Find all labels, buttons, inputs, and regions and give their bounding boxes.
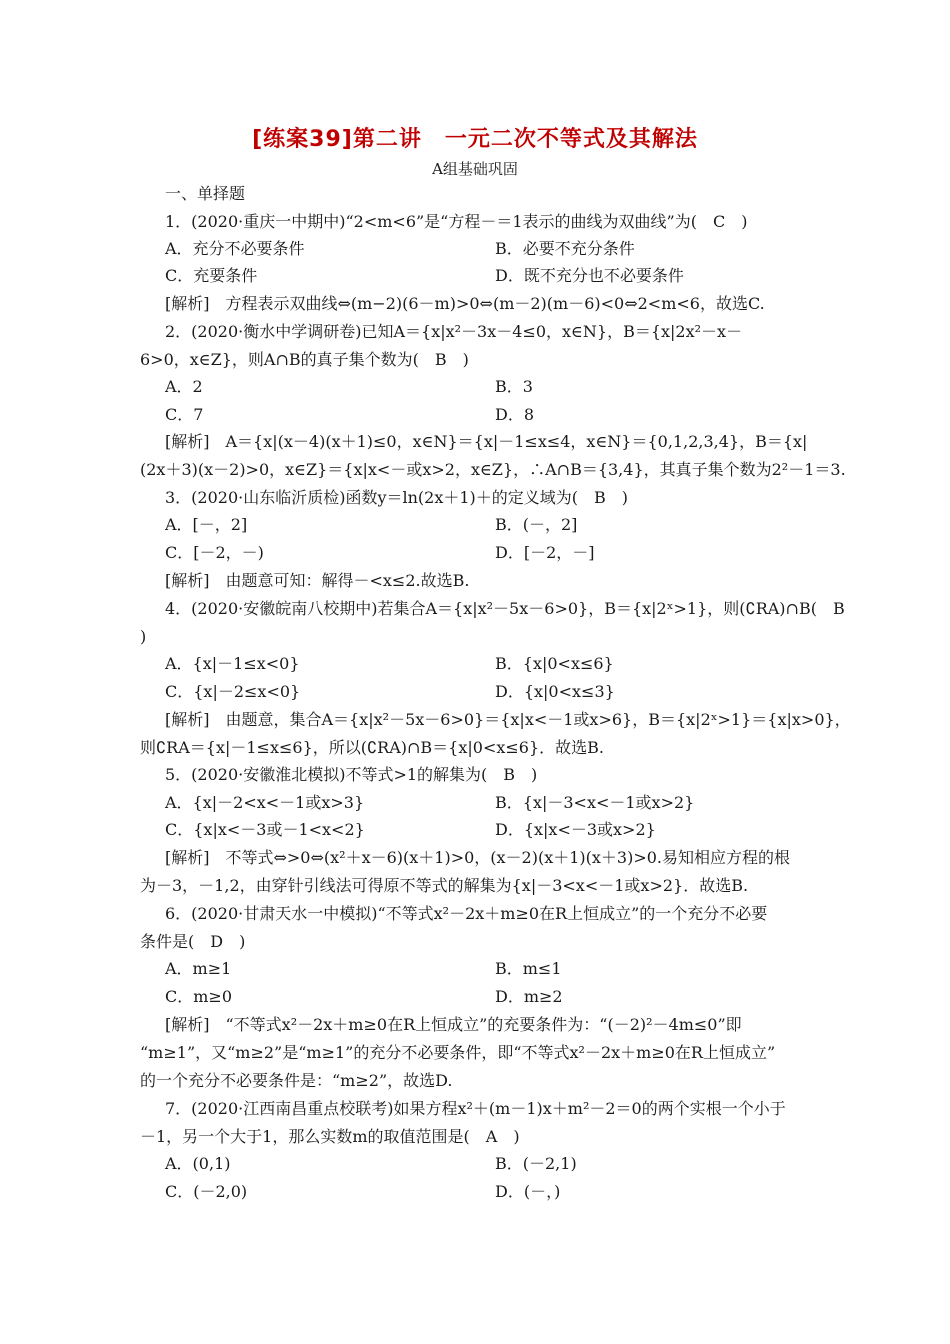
question-4-solution-cont: 则∁RA＝{x|－1≤x≤6}，所以(∁RA)∩B＝{x|0<x≤6}．故选B. (140, 738, 604, 757)
question-6-solution-cont-2: 的一个充分不必要条件是：“m≥2”，故选D. (140, 1071, 453, 1090)
question-3-solution: [解析] 由题意可知：解得－<x≤2.故选B. (165, 571, 470, 590)
page-title: [练案39]第二讲 一元二次不等式及其解法 (252, 127, 698, 152)
question-7-option-c: C．(－2,0) (165, 1182, 248, 1201)
question-6-option-b: B．m≤1 (495, 959, 562, 978)
section-heading: 一、单择题 (165, 184, 246, 203)
question-6-solution-cont: “m≥1”，又“m≥2”是“m≥1”的充分不必要条件，即“不等式x²－2x＋m≥0在R上恒成立” (140, 1043, 776, 1062)
question-1-option-a: A．充分不必要条件 (165, 239, 305, 258)
question-5-solution: [解析] 不等式⇔>0⇔(x²＋x－6)(x＋1)>0，(x－2)(x＋1)(x＋3)>0.易知相应方程的根 (165, 848, 791, 867)
page-subtitle: A组基础巩固 (432, 160, 518, 178)
question-5-option-b: B．{x|－3<x<－1或x>2} (495, 793, 695, 812)
question-2-stem-cont: 6>0，x∈Z}，则A∩B的真子集个数为( B ) (140, 350, 469, 369)
question-5-option-a: A．{x|－2<x<－1或x>3} (165, 793, 365, 812)
question-4-option-a: A．{x|－1≤x<0} (165, 654, 300, 673)
question-6-option-c: C．m≥0 (165, 987, 233, 1006)
question-7-stem: 7．(2020·江西南昌重点校联考)如果方程x²＋(m－1)x＋m²－2＝0的两个实根一个小于 (165, 1099, 786, 1118)
question-1-solution: [解析] 方程表示双曲线⇔(m−2)(6－m)>0⇔(m－2)(m－6)<0⇔2<m<6，故选C. (165, 294, 765, 313)
question-2-solution: [解析] A＝{x|(x－4)(x＋1)≤0，x∈N}＝{x|－1≤x≤4，x∈N}＝{0,1,2,3,4}，B＝{x| (165, 432, 808, 451)
question-4-solution: [解析] 由题意，集合A＝{x|x²－5x－6>0}＝{x|x<－1或x>6}，B＝{x|2ˣ>1}＝{x|x>0}， (165, 710, 851, 729)
question-2-option-c: C．7 (165, 405, 204, 424)
question-3-option-b: B．(－，2] (495, 515, 578, 534)
question-5-option-c: C．{x|x<－3或－1<x<2} (165, 820, 365, 839)
question-6-option-a: A．m≥1 (165, 959, 232, 978)
question-5-option-d: D．{x|x<－3或x>2} (495, 820, 656, 839)
question-3-stem: 3．(2020·山东临沂质检)函数y＝ln(2x＋1)＋的定义域为( B ) (165, 488, 629, 507)
question-5-stem: 5．(2020·安徽淮北模拟)不等式>1的解集为( B ) (165, 765, 538, 784)
question-5-solution-cont: 为－3，－1,2，由穿针引线法可得原不等式的解集为{x|－3<x<－1或x>2}．故选B. (140, 876, 749, 895)
question-1-option-b: B．必要不充分条件 (495, 239, 635, 258)
question-7-option-b: B．(－2,1) (495, 1154, 577, 1173)
question-7-option-a: A．(0,1) (165, 1154, 231, 1173)
question-3-option-a: A．[－，2] (165, 515, 248, 534)
question-4-option-c: C．{x|－2≤x<0} (165, 682, 301, 701)
question-2-stem: 2．(2020·衡水中学调研卷)已知A＝{x|x²－3x－4≤0，x∈N}，B＝{x|2x²－x－ (165, 322, 743, 341)
question-6-stem: 6．(2020·甘肃天水一中模拟)“不等式x²－2x＋m≥0在R上恒成立”的一个充分不必要 (165, 904, 768, 923)
question-7-stem-cont: －1，另一个大于1，那么实数m的取值范围是( A ) (140, 1127, 520, 1146)
question-2-solution-cont: (2x＋3)(x－2)>0，x∈Z}＝{x|x<－或x>2，x∈Z}，∴A∩B＝{3,4}，其真子集个数为2²－1＝3. (140, 460, 846, 479)
question-2-option-a: A．2 (165, 377, 203, 396)
question-1-stem: 1．(2020·重庆一中期中)“2<m<6”是“方程－＝1表示的曲线为双曲线”为( C ) (165, 212, 748, 231)
question-1-option-d: D．既不充分也不必要条件 (495, 266, 684, 285)
question-3-option-d: D．[－2，－] (495, 543, 595, 562)
question-3-option-c: C．[－2，－) (165, 543, 264, 562)
question-4-option-b: B．{x|0<x≤6} (495, 654, 614, 673)
question-7-option-d: D．(－，) (495, 1182, 561, 1201)
question-4-option-d: D．{x|0<x≤3} (495, 682, 615, 701)
question-1-option-c: C．充要条件 (165, 266, 258, 285)
question-2-option-d: D．8 (495, 405, 535, 424)
question-2-option-b: B．3 (495, 377, 533, 396)
question-6-solution: [解析] “不等式x²－2x＋m≥0在R上恒成立”的充要条件为：“(－2)²－4m≤0”即 (165, 1015, 742, 1034)
question-4-stem-cont: ) (140, 627, 147, 646)
question-6-option-d: D．m≥2 (495, 987, 563, 1006)
question-4-stem: 4．(2020·安徽皖南八校期中)若集合A＝{x|x²－5x－6>0}，B＝{x|2ˣ>1}，则(∁RA)∩B( B (165, 599, 845, 618)
question-6-stem-cont: 条件是( D ) (140, 932, 246, 951)
